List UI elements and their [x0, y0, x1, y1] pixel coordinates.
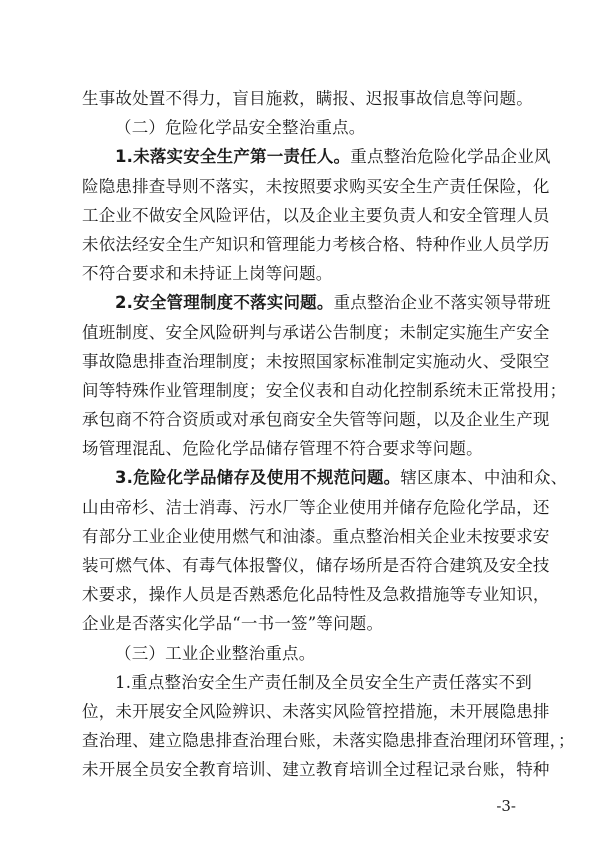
line-text: （三）工业企业整治重点。 [115, 643, 316, 663]
text-line [82, 755, 550, 784]
text-line [82, 259, 520, 288]
line-text: 不符合要求和未持证上岗等问题。 [82, 264, 333, 284]
line-text: 未开展全员安全教育培训、建立教育培训全过程记录台账，特种 [82, 760, 550, 780]
text-line [82, 84, 533, 113]
item-heading: 1.未落实安全生产第一责任人。 [115, 147, 351, 167]
text-line [82, 201, 550, 230]
line-text: 位，未开展安全风险辨识、未落实风险管控措施，未开展隐患排 [82, 701, 550, 721]
line-text: 重点整治危险化学品企业风 [350, 147, 551, 167]
text-line [82, 434, 520, 463]
text-line [82, 318, 550, 347]
text-line [82, 580, 550, 609]
line-text: 工企业不做安全风险评估，以及企业主要负责人和安全管理人员 [82, 205, 550, 225]
line-text: 生事故处置不得力，盲目施救，瞒报、迟报事故信息等问题。 [82, 89, 533, 108]
line-text: 装可燃气体、有毒气体报警仪，储存场所是否符合建筑及安全技 [82, 556, 550, 575]
text-line [82, 142, 551, 171]
text-line [82, 376, 567, 405]
text-line [82, 288, 551, 317]
text-line [82, 609, 520, 638]
line-text: 场管理混乱、危险化学品储存管理不符合要求等问题。 [82, 439, 483, 459]
text-line [82, 347, 550, 376]
text-line [82, 172, 550, 201]
text-line [82, 493, 550, 522]
document-body [82, 84, 575, 785]
item-heading: 2.安全管理制度不落实问题。 [115, 293, 334, 313]
line-text: 有部分工业企业使用燃气和油漆。重点整治相关企业未按要求安 [82, 526, 550, 546]
line-text: 险隐患排查导则不落实，未按照要求购买安全生产责任保险，化 [82, 176, 550, 196]
page-number: -3- [496, 797, 516, 815]
line-text: 承包商不符合资质或对承包商安全失管等问题，以及企业生产现 [82, 410, 550, 430]
line-text: 查治理、建立隐患排查治理台账，未落实隐患排查治理闭环管理，； [82, 731, 575, 751]
line-text: 事故隐患排查治理制度；未按照国家标准制定实施动火、受限空 [82, 351, 550, 371]
line-text: 重点整治企业不落实领导带班 [333, 293, 551, 313]
text-line [82, 551, 550, 580]
text-line [82, 405, 550, 434]
line-text: （二）危险化学品安全整治重点。 [115, 118, 366, 138]
line-text: 间等特殊作业管理制度；安全仪表和自动化控制系统未正常投用； [82, 380, 567, 400]
item-heading: 3.危险化学品储存及使用不规范问题。 [115, 468, 401, 488]
text-line [82, 113, 520, 142]
line-text: 企业是否落实化学品“一书一签”等问题。 [82, 614, 384, 634]
line-text: 值班制度、安全风险研判与承诺公告制度；未制定实施生产安全 [82, 322, 550, 342]
text-line [82, 230, 550, 259]
text-line [82, 463, 568, 492]
text-line [82, 522, 550, 551]
text-line [82, 668, 532, 697]
text-line [82, 726, 575, 755]
line-text: 山由帝杉、洁士消毒、污水厂等企业使用并储存危险化学品，还 [82, 497, 550, 517]
text-line [82, 639, 520, 668]
line-text: 辖区康本、中油和众、 [400, 468, 568, 488]
text-line [82, 697, 550, 726]
line-text: 1.重点整治安全生产责任制及全员安全生产责任落实不到 [115, 672, 532, 692]
line-text: 未依法经安全生产知识和管理能力考核合格、特种作业人员学历 [82, 234, 550, 254]
line-text: 术要求，操作人员是否熟悉危化品特性及急救措施等专业知识， [82, 585, 550, 605]
